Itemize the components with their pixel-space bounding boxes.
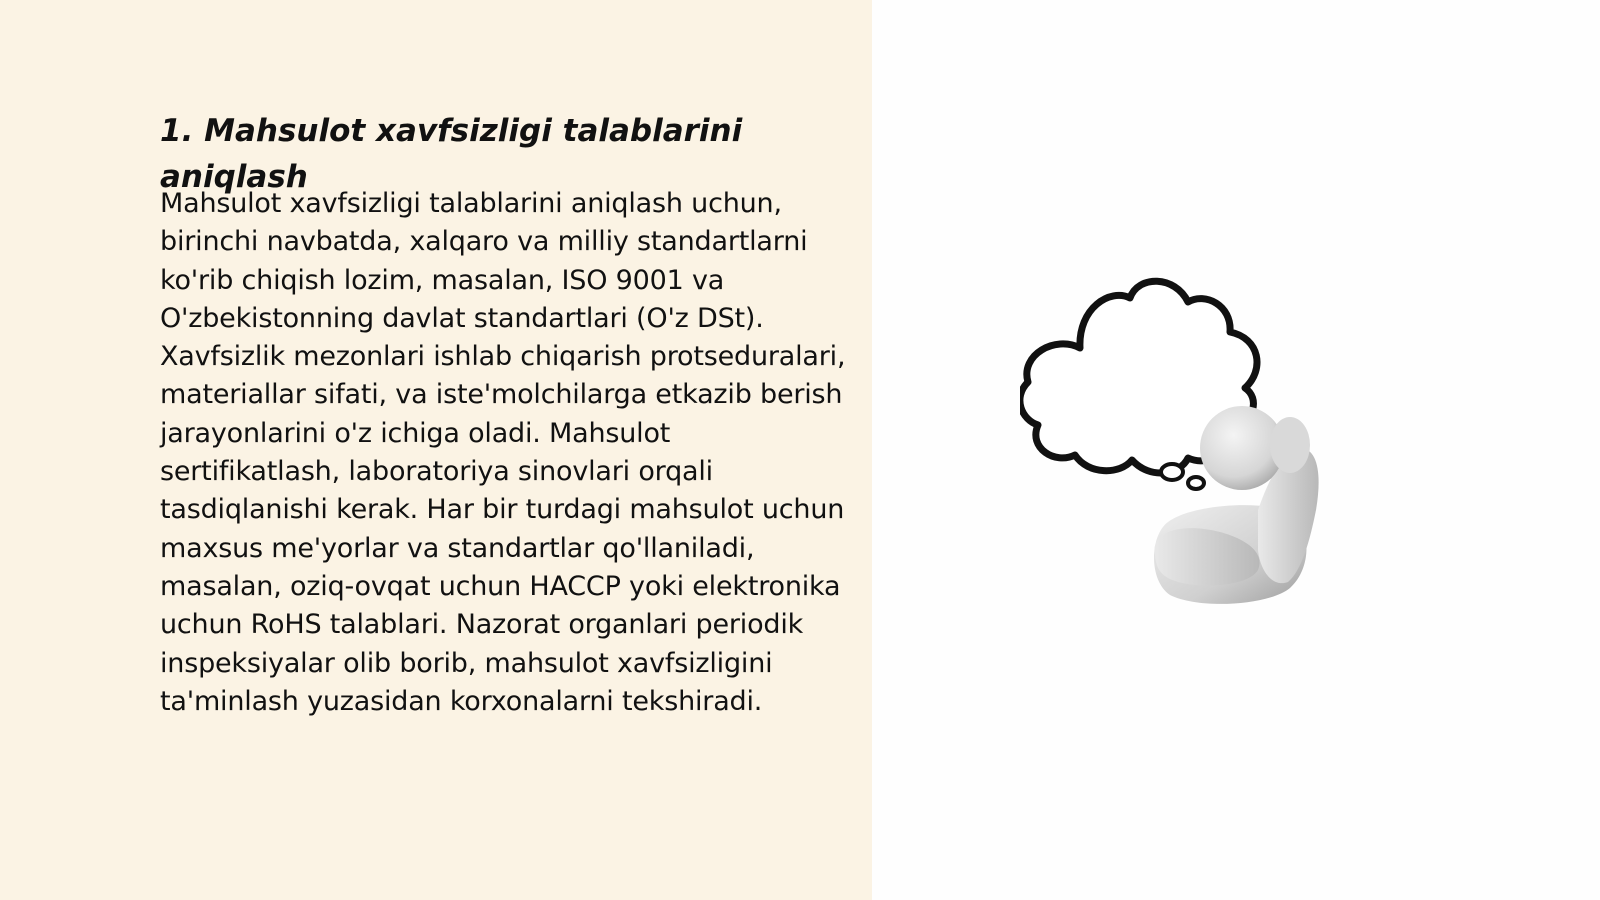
thinking-person-icon	[1020, 270, 1360, 620]
slide-heading: 1. Mahsulot xavfsizligi talablarini aniqlash	[160, 113, 743, 195]
slide-body-text: Mahsulot xavfsizligi talablarini aniqlash uchun, birinchi navbatda, xalqaro va milliy standartlarni ko'rib chiqish lozim, masalan, ISO 9001 va O'zbekistonning davlat standartlari (O'z DSt). Xavfsizlik mezonlari ishlab chiqarish protseduralari, materiallar sifati, va iste'molchilarga etkazib berish jarayonlarini o'z ichiga oladi. Mahsulot sertifikatlash, laboratoriya sinovlari orqali tasdiqlanishi kerak. Har bir turdagi mahsulot uchun maxsus me'yorlar va standartlar qo'llaniladi, masalan, oziq-ovqat uchun HACCP yoki elektronika uchun RoHS talablari. Nazorat organlari periodik inspeksiyalar olib borib, mahsulot xavfsizligini ta'minlash yuzasidan korxonalarni tekshiradi.	[160, 188, 846, 717]
